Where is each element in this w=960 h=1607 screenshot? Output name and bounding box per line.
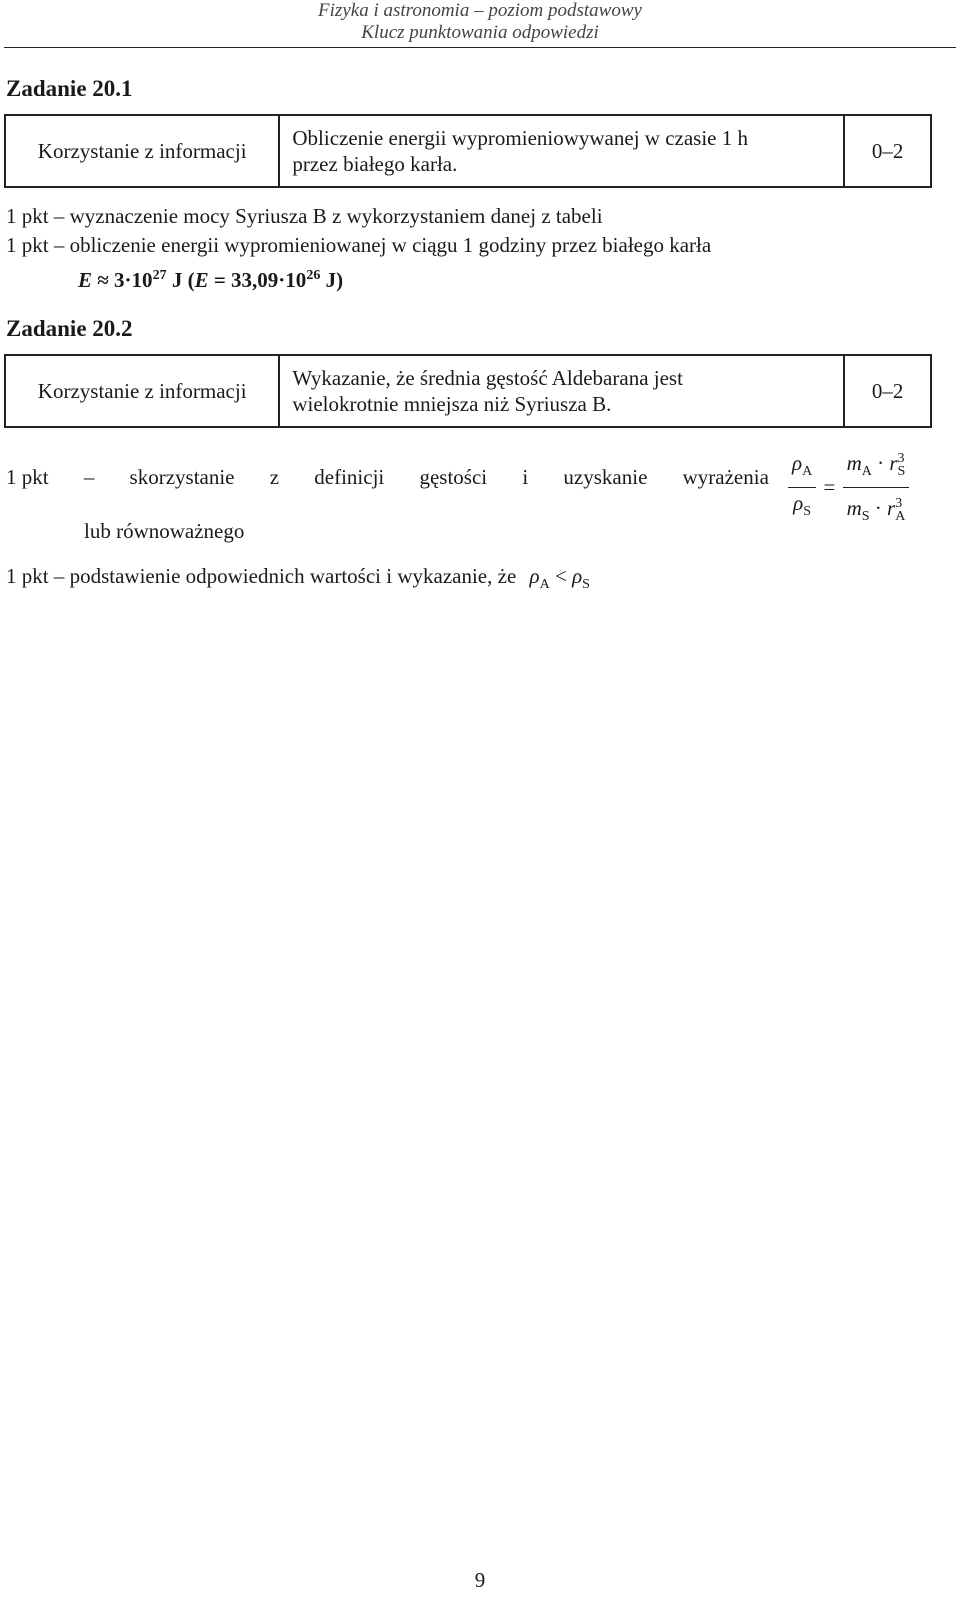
header-rule — [4, 47, 956, 48]
formula-coef: 3·10 — [114, 268, 153, 292]
rubric-points: 0–2 — [844, 355, 931, 427]
subscript: A — [895, 509, 906, 525]
requirement-line: wielokrotnie mniejsza niż Syriusza B. — [292, 392, 612, 416]
fraction-denominator — [789, 488, 815, 525]
equals-sign: = — [823, 475, 836, 500]
rho-fraction — [788, 450, 816, 525]
subscript: S — [861, 509, 870, 525]
dot-operator: · — [877, 451, 885, 475]
criterion-word: definicji — [314, 465, 385, 489]
formula-unit: J — [171, 268, 183, 292]
criterion-line — [6, 464, 769, 491]
rubric-requirement — [279, 355, 844, 427]
formula-paren: ( — [187, 268, 195, 292]
task-title: Zadanie 20.2 — [6, 316, 133, 341]
mass-symbol: m — [846, 496, 862, 521]
rho-symbol: ρ — [529, 564, 540, 588]
criterion-word: – — [83, 465, 95, 489]
task-title: Zadanie 20.1 — [6, 76, 133, 101]
criterion-word: wyrażenia — [682, 465, 769, 489]
rho-symbol: ρ — [572, 564, 583, 588]
rubric-category: Korzystanie z informacji — [5, 355, 279, 427]
criterion-text: 1 pkt – podstawienie odpowiednich wartości i wykazanie, że — [6, 564, 517, 588]
fraction-numerator — [788, 450, 816, 488]
mass-radius-fraction — [843, 445, 910, 530]
formula-var: E — [194, 268, 209, 292]
subscript: A — [861, 464, 872, 480]
formula-approx: ≈ — [97, 268, 109, 292]
mass-symbol: m — [846, 451, 862, 475]
criterion-line: lub równoważnego — [84, 519, 245, 543]
requirement-line: przez białego karła. — [292, 152, 458, 176]
rho-symbol: ρ — [793, 491, 804, 516]
rubric-points: 0–2 — [844, 115, 931, 187]
dot-operator: · — [874, 496, 882, 521]
less-than-sign: < — [554, 564, 567, 588]
criterion-line: 1 pkt – obliczenie energii wypromieniowanej w ciągu 1 godziny przez białego karła — [6, 233, 712, 257]
header-subtitle: Klucz punktowania odpowiedzi — [361, 22, 599, 43]
rubric-table — [4, 354, 932, 428]
subscript: S — [582, 577, 590, 593]
criterion-word: 1 pkt — [6, 465, 49, 489]
rubric-table — [4, 114, 932, 188]
formula-var: E — [78, 268, 93, 292]
subscript: S — [897, 464, 906, 480]
header-subject: Fizyka i astronomia – poziom podstawowy — [318, 0, 642, 21]
density-ratio-formula — [788, 445, 909, 530]
criterion-line — [6, 563, 590, 598]
criterion-word: skorzystanie — [129, 465, 235, 489]
rho-symbol: ρ — [792, 451, 803, 475]
subscript: A — [802, 464, 813, 480]
subscript: S — [803, 504, 812, 520]
radius-symbol: r — [887, 496, 896, 521]
formula-paren: J) — [325, 268, 344, 292]
rubric-category: Korzystanie z informacji — [5, 115, 279, 187]
formula-exp: 26 — [306, 268, 321, 283]
requirement-line: Wykazanie, że średnia gęstość Aldebarana jest — [292, 366, 683, 390]
inequality-formula — [529, 564, 590, 593]
formula-eq: = 33,09·10 — [213, 268, 307, 292]
requirement-line: Obliczenie energii wypromieniowywanej w czasie 1 h — [292, 126, 748, 150]
energy-formula — [78, 262, 343, 294]
criterion-word: uzyskanie — [563, 465, 648, 489]
radius-symbol: r — [889, 451, 898, 475]
rubric-requirement — [279, 115, 844, 187]
criterion-line: 1 pkt – wyznaczenie mocy Syriusza B z wykorzystaniem danej z tabeli — [6, 204, 603, 228]
criterion-word: z — [269, 465, 280, 489]
fraction-denominator — [843, 488, 910, 530]
subscript: A — [539, 577, 550, 593]
formula-exp: 27 — [152, 268, 167, 283]
superscript: 3 — [897, 451, 905, 466]
fraction-numerator — [843, 445, 910, 488]
page-number: 9 — [474, 1568, 486, 1592]
superscript: 3 — [895, 496, 903, 512]
criterion-word: i — [522, 465, 529, 489]
criterion-word: gęstości — [419, 465, 488, 489]
